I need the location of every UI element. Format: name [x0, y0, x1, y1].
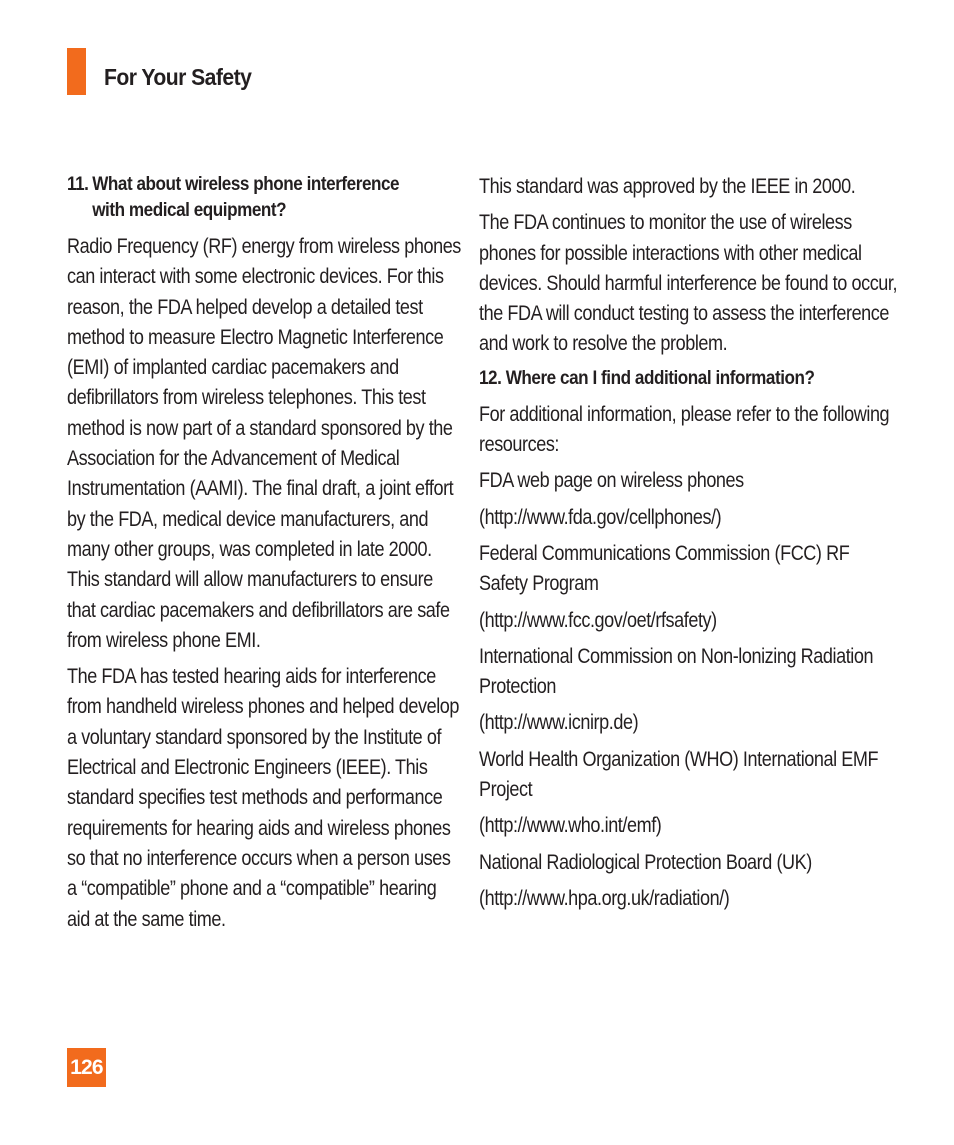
question-11-line-1: What about wireless phone interference — [92, 174, 400, 195]
paragraph-additional-info: For additional information, please refer to the following resources: — [479, 402, 890, 457]
resource-url[interactable]: (http://www.fda.gov/cellphones/) — [479, 505, 722, 529]
resource-name: National Radiological Protection Board (UK) — [479, 850, 812, 874]
resource-url[interactable]: (http://www.hpa.org.uk/radiation/) — [479, 886, 730, 910]
right-column — [479, 172, 899, 920]
paragraph-ieee-approval: This standard was approved by the IEEE in 2000. — [479, 175, 856, 198]
paragraph-fda-monitoring: The FDA continues to monitor the use of wireless phones for possible interactions with other medical devices. Should harmful interference be found to occur, the FDA will conduct testing to assess the interference and work to resolve the problem. — [479, 211, 898, 356]
resource-url[interactable]: (http://www.who.int/emf) — [479, 814, 662, 838]
paragraph-hearing-aids: The FDA has tested hearing aids for interference from handheld wireless phones and helped develop a voluntary standard sponsored by the Institute of Electrical and Electronic Engineers (IEEE). This standard specifies test methods and performance requirements for hearing aids and wireless phones so that no interference occurs when a person uses a “compatible” phone and a “compatible” hearing aid at the same time. — [67, 665, 460, 931]
question-11-heading — [67, 172, 459, 224]
resource-name: FDA web page on wireless phones — [479, 469, 744, 493]
resource-name: Federal Communications Commission (FCC) RF Safety Program — [479, 541, 850, 596]
page-number: 126 — [67, 1048, 106, 1087]
resource-name: World Health Organization (WHO) International EMF Project — [479, 747, 879, 802]
question-12-heading: 12. Where can I find additional information? — [479, 367, 815, 389]
section-title: For Your Safety — [104, 64, 252, 90]
resource-url[interactable]: (http://www.fcc.gov/oet/rfsafety) — [479, 608, 717, 632]
left-column — [67, 172, 459, 941]
question-number: 11. — [67, 174, 89, 195]
resource-name: International Commission on Non-lonizing Radiation Protection — [479, 644, 874, 699]
paragraph-rf-interference: Radio Frequency (RF) energy from wireless phones can interact with some electronic devices. For this reason, the FDA helped develop a detailed test method to measure Electro Magnetic Interference (EMI) of implanted cardiac pacemakers and defibrillators from wireless telephones. This test method is now part of a standard sponsored by the Association for the Advancement of Medical Instrumentation (AAMI). The final draft, a joint effort by the FDA, medical device manufacturers, and many other groups, was completed in late 2000. This standard will allow manufacturers to ensure that cardiac pacemakers and defibrillators are safe from wireless phone EMI. — [67, 235, 461, 652]
question-11-line-2: with medical equipment? — [92, 200, 287, 221]
section-accent-bar — [67, 48, 86, 95]
resource-url[interactable]: (http://www.icnirp.de) — [479, 711, 639, 735]
